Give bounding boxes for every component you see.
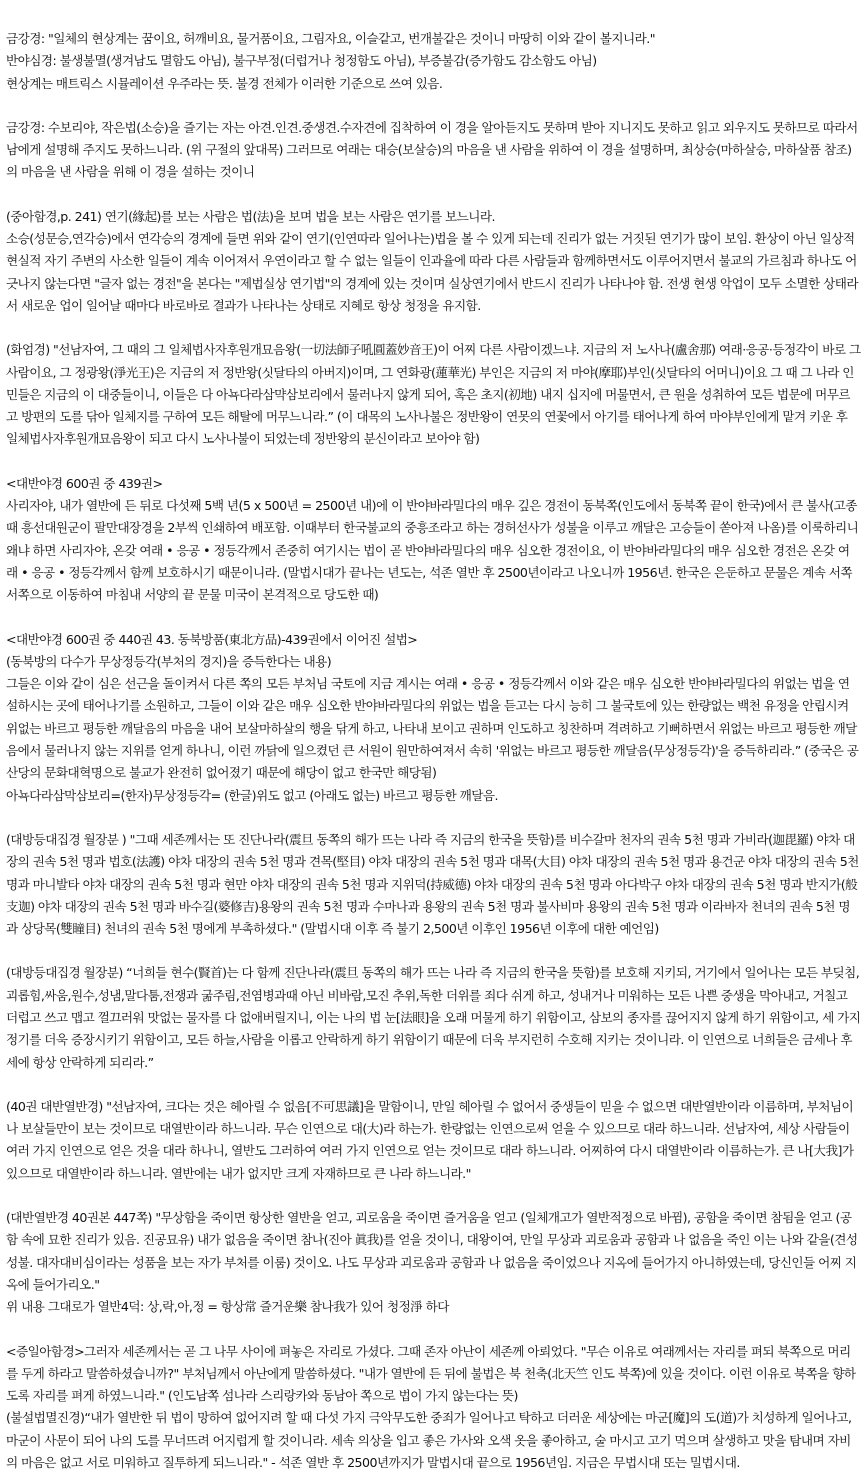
text-line: (대방등대집경 월장분 ) "그때 세존께서는 또 진단나라(震旦 동쪽의 해가 뜨는 나라 즉 지금의 한국을 뜻함)를 비수갈마 천자의 권속 5천 명과 가비라(迦毘羅) 야차 대장의 권속 5천 명과 법호(法護) 야차 대장의 권속 5천 명과 견목(堅目) 야차 대장의 권속 5천 명과 대목(大目) 야차 대장의 권속 5천 명과 용건군 야차 대장의 권속 5천 명과 마니발타 야차 대장의 권속 5천 명과 현만 야차 대장의 권속 5천 명과 지위덕(持威德) 야차 대장의 권속 5천 명과 아다박구 야차 대장의 권속 5천 명과 반지가(般支迦) 야차 대장의 권속 5천 명과 바수길(婆修吉)용왕의 권속 5천 명과 수마나과 용왕의 권속 5천 명과 불사비마 용왕의 권속 5천 명과 이라바자 천녀의 권속 5천 명과 상당목(雙瞳目) 천녀의 권속 5천 명에게 부촉하셨다." (말법시대 이후 즉 불기 2,500년 이후인 1956년 이후에 대한 예언임) (6, 831, 859, 937)
text-line: 그들은 이와 같이 심은 선근을 돌이켜서 다른 쪽의 모든 부처님 국토에 지금 계시는 여래 • 응공 • 정등각께서 이와 같은 매우 심오한 반야바라밀다의 위없는 법을 연설하시는 곳에 태어나기를 소원하고, 그들이 이와 같은 매우 심오한 반야바라밀다의 위없는 법을 듣고는 다시 능히 그 불국토에 있는 한량없는 백천 유정을 안립시켜 위없는 바르고 평등한 깨달음의 마음을 내어 보살마하살의 행을 닦게 하고, 나타내 보이고 권하며 인도하고 칭찬하며 격려하고 기뻐하면서 위없는 바르고 평등한 깨달음에서 물러나지 않는 지위를 얻게 하나니, 이런 까닭에 일으켰던 큰 서원이 원만하여져서 속히 '위없는 바르고 평등한 깨달음(무상정등각)'을 증득하리라.” (중국은 공산당의 문화대혁명으로 불교가 완전히 없어졌기 때문에 해당이 없고 한국만 해당됨) (6, 676, 859, 781)
text-line: 위 내용 그대로가 열반4덕: 상,락,아,정 = 항상常 즐거운樂 참나我가 있어 청정淨 하다 (6, 1299, 449, 1315)
paragraph-nirvana-sutra-2 (6, 1207, 861, 1318)
text-line: (화엄경) "선남자여, 그 때의 그 일체법사자후원개묘음왕(一切法師子吼圓蓋妙音王)이 어찌 다른 사람이겠느냐. 지금의 저 노사나(盧舍那) 여래·응공·등정각이 바로 그 사람이요, 그 정광왕(淨光王)은 지금의 저 정반왕(싯달타의 아버지)이며, 그 연화광(蓮華光) 부인은 지금의 저 마야(摩耶)부인(싯달타의 어머니)이요 그 때 그 나라 인민들은 지금의 이 대중들이니, 이들은 다 아뇩다라삼먁삼보리에서 물러나지 않게 되어, 혹은 초지(初地) 내지 십지에 머물면서, 큰 원을 성취하여 모든 법문에 머무르고 방편의 도를 닦아 일체지를 구하여 모든 해탈에 머무느니라.” (이 대목의 노사나불은 정반왕이 연못의 연꽃에서 아기를 태어나게 하여 마야부인에게 맡겨 키운 후 일체법사자후원개묘음왕이 되고 다시 노사나불이 되었는데 정반왕의 분신이라고 보아야 함) (6, 342, 861, 447)
paragraph-diamond-sutra-intro (6, 28, 861, 95)
text-line: 소승(성문승,연각승)에서 연각승의 경계에 들면 위와 같이 연기(인연따라 일어나는)법을 볼 수 있게 되는데 진리가 없는 거짓된 연기가 많이 보임. 환상이 아닌 일상적 현실적 자기 주변의 사소한 일들이 계속 이어져서 우연이라고 할 수 없는 일들이 인과율에 따라 다른 사람들과 함께하면서도 이루어지면서 불교의 가르침과 하나도 어긋나지 않는다면 "글자 없는 경전"을 본다는 "제법실상 연기법"의 경계에 있는 것이며 실상연기에서 반드시 진리가 나타나야 함. 전생 현생 악업이 모두 소멸한 상태라서 새로운 업이 일어날 때마다 바로바로 결과가 나타나는 상태로 지혜로 항상 청정을 유지함. (6, 231, 858, 313)
text-line: (40권 대반열반경) "선남자여, 크다는 것은 헤아릴 수 없음[不可思議]을 말함이니, 만일 헤아릴 수 없어서 중생들이 믿을 수 없으면 대반열반이라 이름하며, 부처님이나 보살들만이 보는 것이므로 대열반이라 하느니라. 무슨 인연으로 대(大)라 하는가. 한량없는 인연으로써 얻을 수 있으므로 대라 하느니라. 선남자여, 세상 사람들이 여러 가지 인연으로 얻은 것을 대라 하나니, 열반도 그러하여 여러 가지 인연으로 얻는 것이므로 대라 하느니라. 어찌하여 다시 대열반이라 이름하는가. 큰 나[大我]가 있으므로 대열반이라 하느니라. 열반에는 내가 없지만 크게 자재하므로 큰 나라 하느니라." (6, 1098, 854, 1181)
paragraph-avatamsaka (6, 339, 861, 450)
text-line: 금강경: "일체의 현상계는 꿈이요, 허깨비요, 물거품이요, 그림자요, 이슬같고, 번개불같은 것이니 마땅히 이와 같이 볼지니라." (6, 31, 655, 46)
text-line: 현상계는 매트릭스 시뮬레이션 우주라는 뜻. 불경 전체가 이러한 기준으로 쓰여 있음. (6, 75, 443, 91)
paragraph-nirvana-sutra-1 (6, 1096, 861, 1185)
paragraph-madhyama-agama (6, 206, 861, 317)
paragraph-prajnaparamita-439 (6, 473, 861, 607)
text-line: (불설법멸진경)“내가 열반한 뒤 법이 망하여 없어지려 할 때 다섯 가지 극악무도한 중죄가 일어나고 탁하고 더러운 세상에는 마군[魔]의 도(道)가 치성하게 일어나고, 마군이 사문이 되어 나의 도를 무너뜨려 어지럽게 할 것이니라. 세속 의상을 입고 좋은 가사와 오색 옷을 좋아하고, 술 마시고 고기 먹으며 살생하고 맛을 탐내며 자비의 마음은 없고 서로 미워하고 질투하게 되느니라." - 석존 열반 후 2500년까지가 말법시대 끝으로 1956년임. 지금은 무법시대 또는 밀법시대. (6, 1410, 852, 1471)
text-line: (동북방의 다수가 무상정등각(부처의 경지)을 증득한다는 내용) (6, 653, 332, 669)
text-line: <증일아함경>그러자 세존께서는 곧 그 나무 사이에 펴놓은 자리로 가셨다. 그때 존자 아난이 세존께 아뢰었다. "무슨 이유로 여래께서는 자리를 펴되 북쪽으로 머리를 두게 하라고 말씀하셨습니까?" 부처님께서 아난에게 말씀하셨다. "내가 열반에 든 뒤에 불법은 북 천축(北天竺 인도 북쪽)에 있을 것이다. 이런 이유로 북쪽을 향하도록 자리를 펴게 하였느니라." (인도남쪽 섬나라 스리랑카와 동남아 쪽으로 법이 가지 않는다는 뜻) (6, 1343, 856, 1404)
section-heading: <대반야경 600권 중 439권> (6, 475, 163, 491)
paragraph-mahasamnipata-1 (6, 829, 861, 940)
paragraph-diamond-sutra-subhuti (6, 117, 861, 184)
paragraph-mahasamnipata-2 (6, 962, 861, 1073)
paragraph-ekottara-agama (6, 1341, 861, 1474)
section-heading: <대반야경 600권 중 440권 43. 동북방품(東北方品)-439권에서 이어진 설법> (6, 631, 418, 647)
text-line: 사리자야, 내가 열반에 든 뒤로 다섯째 5백 년(5 x 500년 = 2500년 내)에 이 반야바라밀다의 매우 깊은 경전이 동북쪽(인도에서 동북쪽 끝이 한국)에서 큰 불사(고종 때 흥선대원군이 팔만대장경을 2부씩 인쇄하여 배포함. 이때부터 한국불교의 중흥조라고 하는 경허선사가 성불을 이루고 깨달은 고승들이 쏟아져 나옴)를 이룩하리니 왜냐 하면 사리자야, 온갖 여래 • 응공 • 정등각께서 존중히 여기시는 법이 곧 반야바라밀다의 매우 심오한 경전이요, 이 반야바라밀다의 매우 심오한 경전은 온갖 여래 • 응공 • 정등각께서 함께 보호하시기 때문이니라. (말법시대가 끝나는 년도는, 석존 열반 후 2500년이라고 나오니까 1956년. 한국은 은둔하고 문물은 계속 서쪽 서쪽으로 이동하여 마침내 서양의 끝 문물 미국이 본격적으로 당도한 때) (6, 498, 859, 603)
text-line: 아뇩다라삼막삼보리=(한자)무상정등각= (한글)위도 없고 (아래도 없는) 바르고 평등한 깨달음. (6, 787, 498, 803)
text-line: (중아함경,p. 241) 연기(緣起)를 보는 사람은 법(法)을 보며 법을 보는 사람은 연기를 보느니라. (6, 208, 495, 224)
text-line: 금강경: 수보리야, 작은법(소승)을 즐기는 자는 아견.인견.중생견.수자견에 집착하여 이 경을 알아듣지도 못하며 받아 지니지도 못하고 읽고 외우지도 못하므로 따라서 남에게 설명해 주지도 못하느니라. (위 구절의 앞대목) 그러므로 여래는 대승(보살승)의 마음을 낸 사람을 위하여 이 경을 설명하며, 최상승(마하살승, 마하살품 참조)의 마음을 낸 사람을 위해 이 경을 설하는 것이니 (6, 119, 858, 180)
text-line: (대방등대집경 월장분) “너희들 현수(賢首)는 다 함께 진단나라(震旦 동쪽의 해가 뜨는 나라 즉 지금의 한국을 뜻함)를 보호해 지키되, 거기에서 일어나는 모든 부딪침,괴롭힘,싸움,원수,성냄,말다툼,전쟁과 굶주림,전염병과때 아닌 비바람,모진 추위,독한 더위를 죄다 쉬게 하고, 성내거나 미워하는 모든 나쁜 중생을 막아내고, 거칠고 더럽고 쓰고 맵고 껄끄러워 맛없는 물자를 다 없애버릴지니, 이는 나의 법 눈[法眼]을 오래 머물게 하기 위함이고, 삼보의 종자를 끊어지지 않게 하기 위함이고, 세 가지 정기를 더욱 증장시키기 위함이고, 모든 하늘,사람을 이롭고 안락하게 하기 위함이기 때문에 더욱 부지런히 수호해 지키는 것이니라. 이 인연으로 너희들은 금세나 후세에 항상 안락하게 되리라.” (6, 965, 861, 1070)
text-line: 반야심경: 불생불멸(생겨남도 멸함도 아님), 불구부정(더럽거나 청정함도 아님), 부증불감(증가함도 감소함도 아님) (6, 53, 597, 69)
paragraph-prajnaparamita-440 (6, 629, 861, 807)
text-line: (대반열반경 40권본 447쪽) "무상함을 죽이면 항상한 열반을 얻고, 괴로움을 죽이면 즐거움을 얻고 (일체개고가 열반적정으로 바뀜), 공함을 죽이면 참됨을 얻고 (공함 속에 묘한 진리가 있음. 진공묘유) 내가 없음을 죽이면 참나(진아 眞我)를 얻을 것이니, 대왕이여, 만일 무상과 괴로움과 공함과 나 없음을 죽인 이는 나와 같을(견성성불. 대자대비심이라는 성품을 보는 자가 부처를 이룸) 것이오. 나도 무상과 괴로움과 공함과 나 없음을 죽이었으나 지옥에 들어가지 아니하였는데, 당신인들 어찌 지옥에 들어가리오." (6, 1210, 858, 1292)
